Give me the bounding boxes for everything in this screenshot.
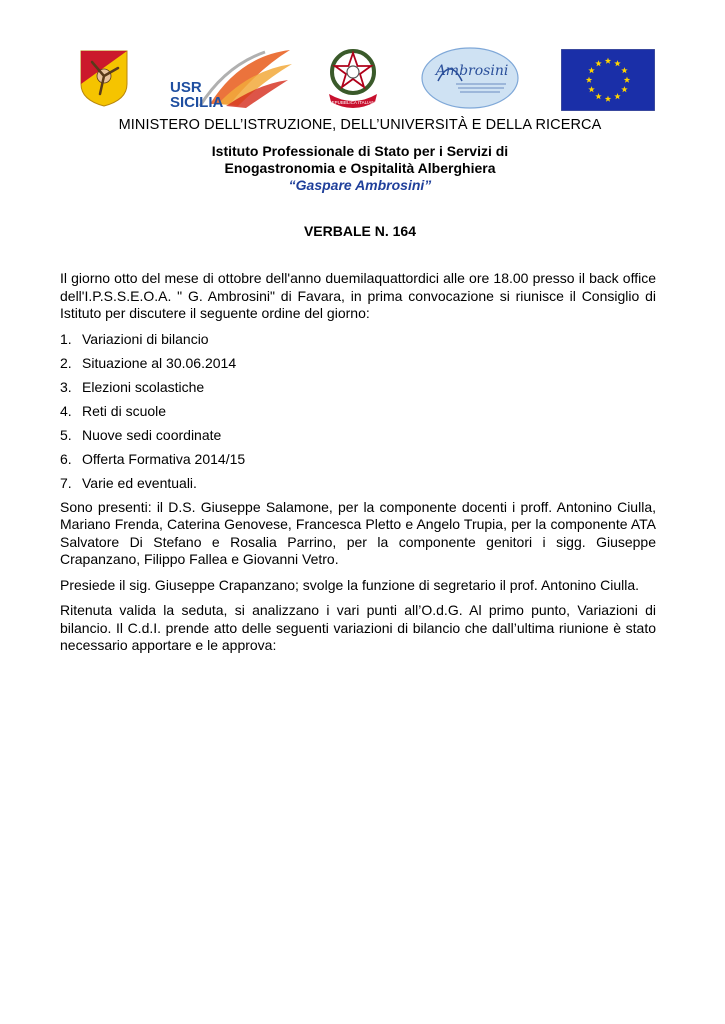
- logo-strip: [70, 44, 660, 114]
- agenda-item-text: Situazione al 30.06.2014: [82, 354, 237, 371]
- usr-sicilia-logo: [170, 46, 295, 110]
- agenda-list: [60, 331, 656, 493]
- agenda-item-text: Reti di scuole: [82, 402, 167, 419]
- republic-banner-text: REPUBBLICA ITALIANA: [328, 100, 378, 105]
- agenda-item: [60, 427, 656, 445]
- institute-line-2: Enogastronomia e Ospitalità Alberghiera: [224, 160, 496, 176]
- agenda-item-text: Varie ed eventuali.: [82, 474, 197, 491]
- agenda-item: [60, 331, 656, 349]
- agenda-item-number: 4.: [60, 402, 72, 419]
- sicily-logo: [78, 48, 130, 108]
- intro-paragraph: Il giorno otto del mese di ottobre dell'anno duemilaquattordici alle ore 18.00 presso il back office dell'I.P.S.S.E.O.A. " G. Ambrosini" di Favara, in prima convocazione si riunisce il Consiglio di Istituto per discutere il seguente ordine del giorno:: [60, 270, 656, 321]
- agenda-item: [60, 355, 656, 373]
- minutes-body: [60, 270, 656, 663]
- agenda-item: [60, 475, 656, 493]
- agenda-item-number: 7.: [60, 474, 72, 491]
- agenda-item: [60, 403, 656, 421]
- usr-text-line2: SICILIA: [170, 94, 224, 110]
- agenda-item: [60, 451, 656, 469]
- agenda-item-number: 6.: [60, 450, 72, 467]
- agenda-item-text: Elezioni scolastiche: [82, 378, 205, 395]
- document-title: VERBALE N. 164: [303, 223, 417, 239]
- italian-republic-emblem: [323, 44, 383, 110]
- agenda-item-number: 3.: [60, 378, 72, 395]
- agenda-item-text: Offerta Formativa 2014/15: [82, 450, 246, 467]
- ministry-heading: MINISTERO DELL’ISTRUZIONE, DELL’UNIVERSITÀ E DELLA RICERCA: [118, 117, 602, 133]
- agenda-item-number: 2.: [60, 354, 72, 371]
- institute-name: “Gaspare Ambrosini”: [288, 177, 432, 193]
- agenda-item-number: 5.: [60, 426, 72, 443]
- ambrosini-script: Ambrosini: [435, 63, 509, 79]
- present-paragraph: Sono presenti: il D.S. Giuseppe Salamone, per la componente docenti i proff. Antonino Ciulla, Mariano Frenda, Caterina Genovese, Francesca Pletto e Angelo Trupia, per la componente ATA Salvatore Di Stefano e Rosalia Parrino, per la componente genitori i sigg. Giuseppe Crapanzano, Filippo Fallea e Giovanni Vetro.: [60, 498, 656, 567]
- institute-line-1: Istituto Professionale di Stato per i Servizi di: [211, 143, 509, 159]
- session-paragraph: Ritenuta valida la seduta, si analizzano i vari punti all’O.d.G. Al primo punto, Variazioni di bilancio. Il C.d.I. prende atto delle seguenti variazioni di bilancio che dall’ultima riunione è stato necessario apportare e le approva:: [60, 602, 656, 653]
- agenda-item-number: 1.: [60, 330, 72, 347]
- usr-text-line1: USR: [170, 79, 202, 96]
- ambrosini-school-logo: [420, 47, 520, 109]
- agenda-item-text: Nuove sedi coordinate: [82, 426, 222, 443]
- agenda-item-text: Variazioni di bilancio: [82, 330, 209, 347]
- president-paragraph: Presiede il sig. Giuseppe Crapanzano; svolge la funzione di segretario il prof. Antonino Ciulla.: [60, 576, 640, 593]
- agenda-item: [60, 379, 656, 397]
- eu-flag: [561, 49, 655, 111]
